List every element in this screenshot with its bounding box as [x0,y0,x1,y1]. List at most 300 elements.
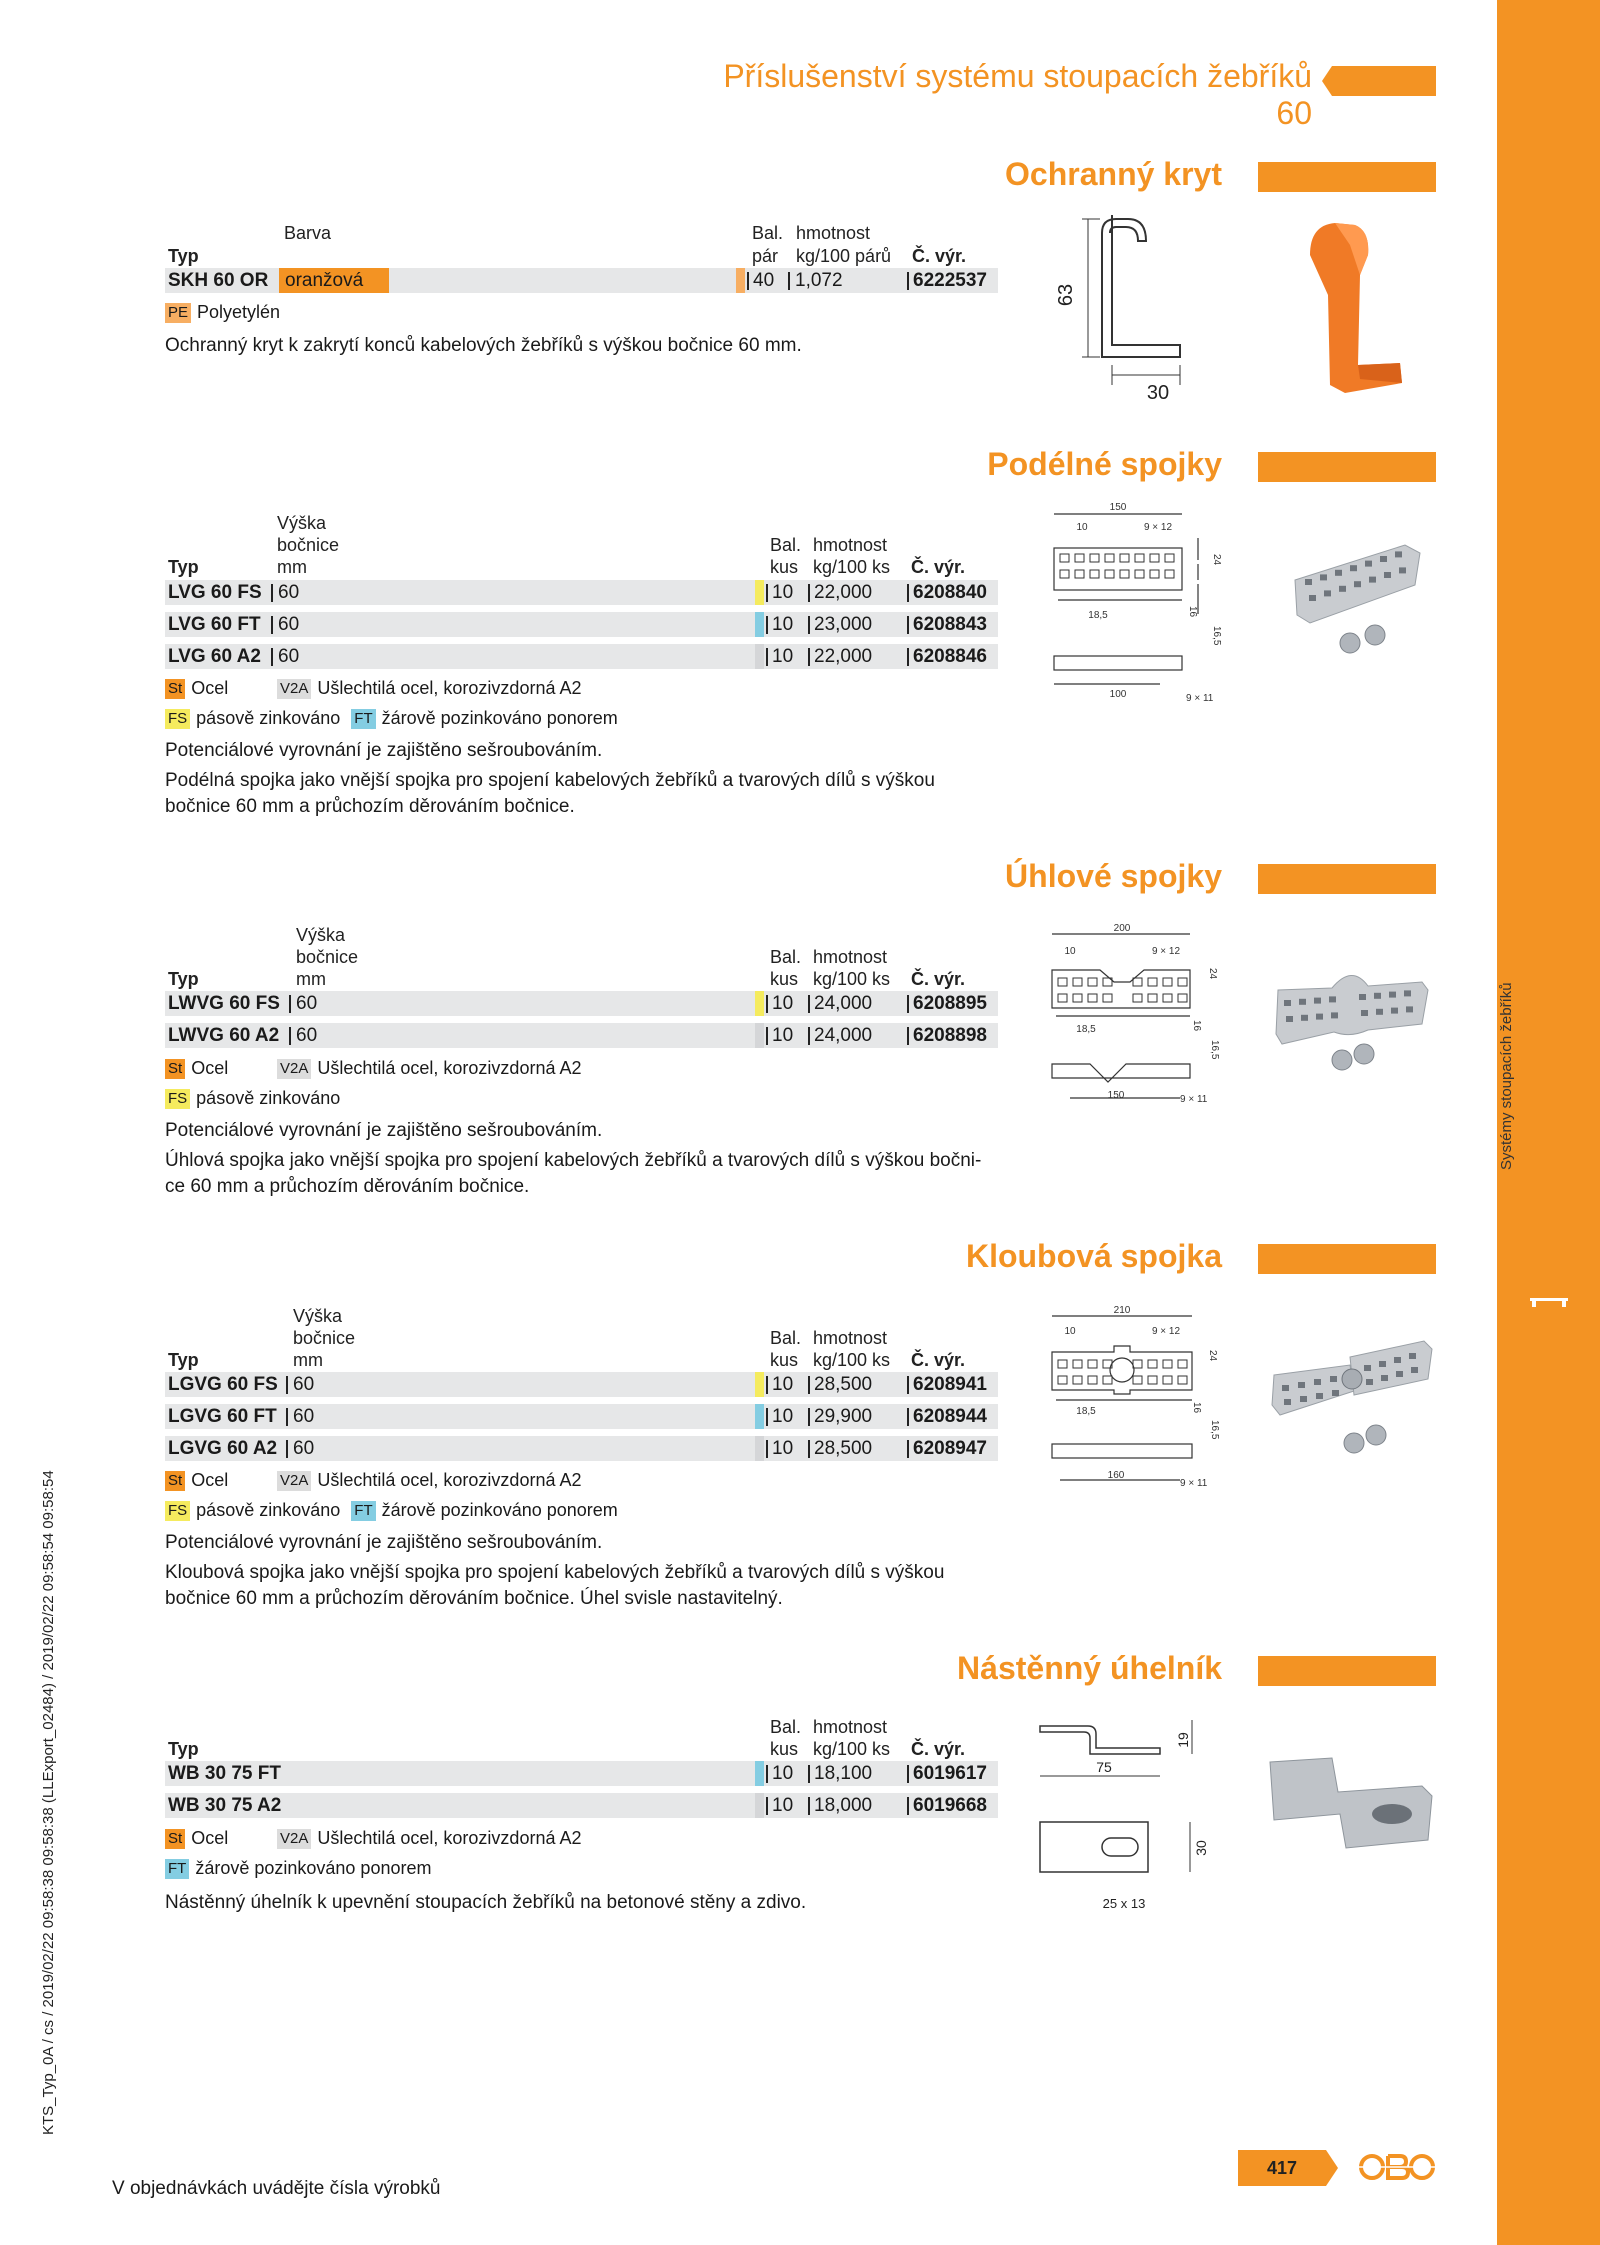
section-title-uhlove-spojky: Úhlové spojky [1005,858,1222,894]
legend-tag-fs: FS [165,709,190,729]
dim-length: 200 [1113,923,1131,934]
row-cislo: 6019617 [913,1763,987,1784]
col-header-hmotnost: hmotnost [813,947,888,967]
section-bar [1258,1656,1436,1686]
perforation-hole [1350,565,1357,571]
perforation-hole [1058,978,1067,986]
dim-holes: 9 × 12 [1151,1326,1181,1337]
perforation-hole [1284,1000,1291,1006]
col-header-hmotnost-unit: kg/100 párů [796,246,892,266]
technical-drawing-wall-bracket [1030,1710,1230,1920]
dim-c: 16 [1191,1020,1202,1032]
section-title-kloubova-spojka: Kloubová spojka [965,1238,1222,1274]
perforation-hole [1305,579,1312,585]
finish-swatch-a2 [755,1793,764,1818]
perforation-hole [1165,570,1174,578]
perforation-hole [1354,581,1361,587]
row-vyska: 60 [293,1438,315,1459]
perforation-hole [1073,1360,1082,1368]
print-metadata: KTS_Typ_0A / cs / 2019/02/22 09:58:38 09:58:38 (LLExport_02484) / 2019/02/22 09:58:54 09:58:54 [40,1470,57,2135]
perforation-hole [1364,1365,1371,1371]
dim-h: 24 [1207,1350,1218,1362]
material-swatch [736,268,745,293]
row-hmotnost: 1,072 [795,270,843,291]
perforation-hole [1376,1009,1383,1015]
row-bal: 10 [772,582,794,603]
legend-line [165,706,618,730]
col-header-mm: mm [296,969,326,989]
col-header-typ: Typ [168,1739,199,1759]
row-type: LVG 60 FT [168,614,261,635]
perforation-hole [1396,1371,1403,1377]
row-hmotnost: 18,000 [814,1795,873,1816]
legend-text: Ušlechtilá ocel, korozivzdorná A2 [317,1828,582,1848]
product-photo-angle [1272,960,1437,1080]
row-vyska: 60 [296,993,318,1014]
table-row [165,1023,998,1048]
page-header: Příslušenství systému stoupacích žebříků 60 [723,58,1312,131]
product-description: bočnice 60 mm a průchozím děrováním bočnice. Úhel svisle nastavitelný. [165,1588,783,1609]
legend-line [277,1056,582,1080]
perforation-hole [1399,567,1406,573]
finish-swatch-a2 [755,1023,764,1048]
finish-swatch-a2 [755,644,764,669]
dim-bottom: 160 [1107,1470,1125,1481]
page-number-badge [1238,2150,1338,2186]
dim-length: 150 [1109,502,1127,513]
product-description-potential: Potenciálové vyrovnání je zajištěno sešroubováním. [165,740,603,761]
legend-tag-fs: FS [165,1501,190,1521]
perforation-hole [1163,978,1172,986]
col-header-mm: mm [277,557,307,577]
section-title-ochranny-kryt: Ochranný kryt [1005,156,1222,192]
col-header-typ: Typ [168,246,199,266]
row-vyska: 60 [278,646,300,667]
obo-logo [1358,2152,1436,2182]
perforation-hole [1359,994,1366,1000]
legend-text: Ocel [191,678,229,698]
perforation-hole [1148,1360,1157,1368]
perforation-hole [1369,577,1376,583]
table-row [165,1404,998,1429]
perforation-hole [1366,1379,1373,1385]
product-description-potential: Potenciálové vyrovnání je zajištěno sešroubováním. [165,1532,603,1553]
dim-a: 10 [1064,946,1076,957]
perforation-hole [1148,1376,1157,1384]
perforation-hole [1394,1357,1401,1363]
perforation-hole [1060,554,1069,562]
table-row [165,991,998,1016]
chapter-icon [1528,1296,1570,1308]
perforation-hole [1384,572,1391,578]
perforation-hole [1381,1375,1388,1381]
row-vyska: 60 [293,1406,315,1427]
perforation-hole [1380,556,1387,562]
legend-text: pásově zinkováno [196,1500,341,1520]
dim-d: 16,5 [1209,1420,1220,1440]
legend-tag-ft: FT [165,1859,189,1879]
technical-drawing-angle [1030,922,1225,1112]
perforation-hole [1300,1396,1307,1402]
row-cislo: 6019668 [913,1795,987,1816]
perforation-hole [1058,1360,1067,1368]
dim-bottom-holes: 9 × 11 [1180,1094,1208,1105]
row-vyska: 60 [293,1374,315,1395]
dim-h: 24 [1207,968,1218,980]
dim-d: 16,5 [1211,626,1222,646]
legend-tag-v2a: V2A [277,1829,311,1849]
dim-c: 16 [1187,606,1198,618]
legend-tag-pe: PE [165,303,191,323]
col-header-cislo: Č. výr. [911,969,966,989]
legend-text: žárově pozinkováno ponorem [381,1500,618,1520]
row-cislo: 6208895 [913,993,987,1014]
row-type: LWVG 60 FS [168,993,280,1014]
perforation-hole [1316,1014,1323,1020]
side-chapter-label: Systémy stoupacích žebříků [1498,982,1515,1170]
header-flag [1322,66,1436,96]
perforation-hole [1309,595,1316,601]
perforation-hole [1088,1376,1097,1384]
dim-bottom: 100 [1109,689,1127,700]
row-type: LVG 60 A2 [168,646,261,667]
legend-text: žárově pozinkováno ponorem [195,1858,432,1878]
col-header-hmotnost-unit: kg/100 ks [813,969,891,989]
legend-line [165,676,228,700]
perforation-hole [1320,574,1327,580]
perforation-hole [1165,554,1174,562]
perforation-hole [1105,554,1114,562]
row-type: WB 30 75 A2 [168,1795,282,1816]
row-cislo: 6208843 [913,614,987,635]
perforation-hole [1103,1376,1112,1384]
legend-line [165,1086,340,1110]
legend-text: žárově pozinkováno ponorem [381,708,618,728]
perforation-hole [1060,570,1069,578]
perforation-hole [1395,551,1402,557]
perforation-hole [1329,996,1336,1002]
perforation-hole [1090,570,1099,578]
perforation-hole [1133,978,1142,986]
row-hmotnost: 22,000 [814,582,873,603]
dim-height: 19 [1175,1732,1191,1748]
row-type: LGVG 60 FS [168,1374,278,1395]
perforation-hole [1389,992,1396,998]
perforation-hole [1073,978,1082,986]
col-header-vyska: Výška [293,1306,343,1326]
perforation-hole [1409,1353,1416,1359]
row-type: WB 30 75 FT [168,1763,281,1784]
perforation-hole [1299,999,1306,1005]
col-header-vyska: Výška [296,925,346,945]
dim-b: 18,5 [1076,1024,1096,1035]
col-header-hmotnost: hmotnost [796,223,871,243]
row-barva: oranžová [285,270,364,291]
col-header-bocnice: bočnice [296,947,359,967]
col-header-mm: mm [293,1350,323,1370]
dim-b: 18,5 [1076,1406,1096,1417]
col-header-bal-unit: kus [770,557,799,577]
technical-drawing-hinge [1030,1304,1225,1494]
row-vyska: 60 [296,1025,318,1046]
legend-tag-st: St [165,679,185,699]
perforation-hole [1073,1376,1082,1384]
row-vyska: 60 [278,614,300,635]
row-bal: 10 [772,646,794,667]
row-bal: 40 [753,270,775,291]
perforation-hole [1075,554,1084,562]
row-hmotnost: 24,000 [814,993,873,1014]
col-header-typ: Typ [168,557,199,577]
legend-line [165,1498,618,1522]
row-cislo: 6208846 [913,646,987,667]
section-title-nastenny-uhelnik: Nástěnný úhelník [957,1650,1222,1686]
dim-a: 10 [1064,1326,1076,1337]
finish-swatch-fs [755,580,764,605]
legend-line [277,1468,582,1492]
perforation-hole [1374,993,1381,999]
table-row [165,580,998,605]
perforation-hole [1148,978,1157,986]
col-header-typ: Typ [168,969,199,989]
legend-tag-st: St [165,1829,185,1849]
legend-text: Polyetylén [197,302,281,322]
col-header-bal: Bal. [770,535,802,555]
legend-tag-st: St [165,1471,185,1491]
finish-swatch-a2 [755,1436,764,1461]
col-header-bal-unit: kus [770,1350,799,1370]
row-bal: 10 [772,614,794,635]
col-header-bocnice: bočnice [293,1328,356,1348]
col-header-bal: Bal. [770,1328,802,1348]
legend-tag-fs: FS [165,1089,190,1109]
col-header-bocnice: bočnice [277,535,340,555]
perforation-hole [1324,590,1331,596]
row-cislo: 6208840 [913,582,987,603]
perforation-hole [1178,1376,1187,1384]
perforation-hole [1301,1015,1308,1021]
row-bal: 10 [772,993,794,1014]
perforation-hole [1163,994,1172,1002]
product-description: Podélná spojka jako vnější spojka pro spojení kabelových žebříků a tvarových dílů s výškou [165,770,935,791]
product-photo-cover [1290,215,1420,400]
legend-text: Ušlechtilá ocel, korozivzdorná A2 [317,678,582,698]
product-photo-longitudinal [1285,535,1435,665]
perforation-hole [1058,994,1067,1002]
legend-text: Ocel [191,1470,229,1490]
col-header-cislo: Č. výr. [911,1739,966,1759]
col-header-hmotnost-unit: kg/100 ks [813,1739,891,1759]
table-row [165,1761,998,1786]
col-header-bal-unit: pár [752,246,779,266]
col-header-bal: Bal. [770,947,802,967]
product-description: Nástěnný úhelník k upevnění stoupacích žebříků na betonové stěny a zdivo. [165,1892,807,1913]
perforation-hole [1314,1379,1321,1385]
section-bar [1258,452,1436,482]
finish-swatch-ft [755,1404,764,1429]
perforation-hole [1133,994,1142,1002]
dim-a: 10 [1076,522,1088,533]
product-photo-hinge [1268,1335,1438,1465]
row-bal: 10 [772,1795,794,1816]
row-cislo: 6208944 [913,1406,987,1427]
legend-tag-ft: FT [351,1501,375,1521]
perforation-hole [1339,586,1346,592]
product-photo-wall-bracket [1262,1748,1437,1858]
row-type: LWVG 60 A2 [168,1025,280,1046]
perforation-hole [1135,570,1144,578]
product-description: bočnice 60 mm a průchozím děrováním bočnice. [165,796,575,817]
dim-bottom: 150 [1107,1090,1125,1101]
col-header-cislo: Č. výr. [911,557,966,577]
legend-line [165,300,280,324]
col-header-hmotnost: hmotnost [813,1717,888,1737]
technical-drawing-cover [1050,205,1200,410]
col-header-typ: Typ [168,1350,199,1370]
perforation-hole [1103,994,1112,1002]
row-bal: 10 [772,1025,794,1046]
perforation-hole [1058,1376,1067,1384]
legend-line [165,1468,228,1492]
dim-height: 63 [1055,283,1077,307]
legend-tag-ft: FT [351,709,375,729]
row-bal: 10 [772,1406,794,1427]
perforation-hole [1150,554,1159,562]
row-type: SKH 60 OR [168,270,269,291]
col-header-cislo: Č. výr. [912,246,967,266]
perforation-hole [1178,978,1187,986]
perforation-hole [1088,994,1097,1002]
finish-swatch-fs [755,991,764,1016]
col-header-hmotnost-unit: kg/100 ks [813,557,891,577]
perforation-hole [1335,570,1342,576]
col-header-bal: Bal. [770,1717,802,1737]
perforation-hole [1361,1010,1368,1016]
dim-h: 24 [1211,554,1222,566]
legend-text: Ušlechtilá ocel, korozivzdorná A2 [317,1470,582,1490]
perforation-hole [1404,990,1411,996]
perforation-hole [1148,994,1157,1002]
perforation-hole [1073,994,1082,1002]
perforation-hole [1090,554,1099,562]
perforation-hole [1330,1376,1337,1382]
product-description: ce 60 mm a průchozím děrováním bočnice. [165,1176,530,1197]
row-hmotnost: 18,100 [814,1763,873,1784]
dim-width: 30 [1146,382,1170,404]
legend-tag-v2a: V2A [277,679,311,699]
row-hmotnost: 29,900 [814,1406,873,1427]
dim-width: 75 [1096,1759,1112,1775]
section-title-podelne-spojky: Podélné spojky [987,446,1222,482]
dim-b: 18,5 [1088,610,1108,621]
dim-height-2: 30 [1193,1840,1209,1856]
finish-swatch-ft [755,1761,764,1786]
perforation-hole [1391,1008,1398,1014]
col-header-bal: Bal. [752,223,784,243]
perforation-hole [1411,1367,1418,1373]
row-hmotnost: 28,500 [814,1438,873,1459]
perforation-hole [1120,554,1129,562]
product-description-potential: Potenciálové vyrovnání je zajištěno sešroubováním. [165,1120,603,1141]
col-header-hmotnost-unit: kg/100 ks [813,1350,891,1370]
perforation-hole [1163,1376,1172,1384]
perforation-hole [1284,1399,1291,1405]
perforation-hole [1379,1361,1386,1367]
legend-line [165,1826,228,1850]
legend-text: pásově zinkováno [196,708,341,728]
perforation-hole [1135,554,1144,562]
legend-line [277,1826,582,1850]
table-row [165,268,998,293]
product-description: Ochranný kryt k zakrytí konců kabelových žebříků s výškou bočnice 60 mm. [165,335,802,356]
col-header-barva: Barva [284,223,332,243]
perforation-hole [1178,994,1187,1002]
row-vyska: 60 [278,582,300,603]
perforation-hole [1088,1360,1097,1368]
row-bal: 10 [772,1763,794,1784]
col-header-cislo: Č. výr. [911,1350,966,1370]
row-cislo: 6208898 [913,1025,987,1046]
section-bar [1258,864,1436,894]
dim-c: 16 [1191,1402,1202,1414]
perforation-hole [1365,561,1372,567]
col-header-hmotnost: hmotnost [813,535,888,555]
perforation-hole [1133,1376,1142,1384]
perforation-hole [1406,1006,1413,1012]
row-type: LGVG 60 A2 [168,1438,278,1459]
row-cislo: 6208941 [913,1374,987,1395]
product-description: Úhlová spojka jako vnější spojka pro spojení kabelových žebříků a tvarových dílů s výškou bočni- [165,1150,982,1171]
perforation-hole [1331,1012,1338,1018]
dim-length: 210 [1113,1305,1131,1316]
legend-tag-v2a: V2A [277,1059,311,1079]
section-bar [1258,162,1436,192]
dim-holes: 9 × 12 [1143,522,1173,533]
perforation-hole [1088,978,1097,986]
perforation-hole [1314,998,1321,1004]
legend-text: Ušlechtilá ocel, korozivzdorná A2 [317,1058,582,1078]
dim-bottom-holes: 9 × 11 [1180,1478,1208,1489]
row-cislo: 6208947 [913,1438,987,1459]
product-description: Kloubová spojka jako vnější spojka pro spojení kabelových žebříků a tvarových dílů s výškou [165,1562,945,1583]
row-type: LGVG 60 FT [168,1406,277,1427]
row-hmotnost: 24,000 [814,1025,873,1046]
table-row [165,1436,998,1461]
perforation-hole [1133,1360,1142,1368]
perforation-hole [1298,1382,1305,1388]
perforation-hole [1075,570,1084,578]
legend-line [165,1056,228,1080]
perforation-hole [1105,570,1114,578]
table-row [165,1793,998,1818]
row-type: LVG 60 FS [168,582,262,603]
col-header-bal-unit: kus [770,1739,799,1759]
col-header-bal-unit: kus [770,969,799,989]
table-row [165,612,998,637]
row-hmotnost: 23,000 [814,614,873,635]
row-hmotnost: 28,500 [814,1374,873,1395]
legend-tag-v2a: V2A [277,1471,311,1491]
col-header-hmotnost: hmotnost [813,1328,888,1348]
legend-line [165,1856,431,1880]
row-cislo: 6222537 [913,270,987,291]
perforation-hole [1178,1360,1187,1368]
table-row [165,1372,998,1397]
dim-slot: 25 x 13 [1102,1896,1146,1911]
legend-text: pásově zinkováno [196,1088,341,1108]
table-row [165,644,998,669]
page-number: 417 [1266,2158,1298,2178]
